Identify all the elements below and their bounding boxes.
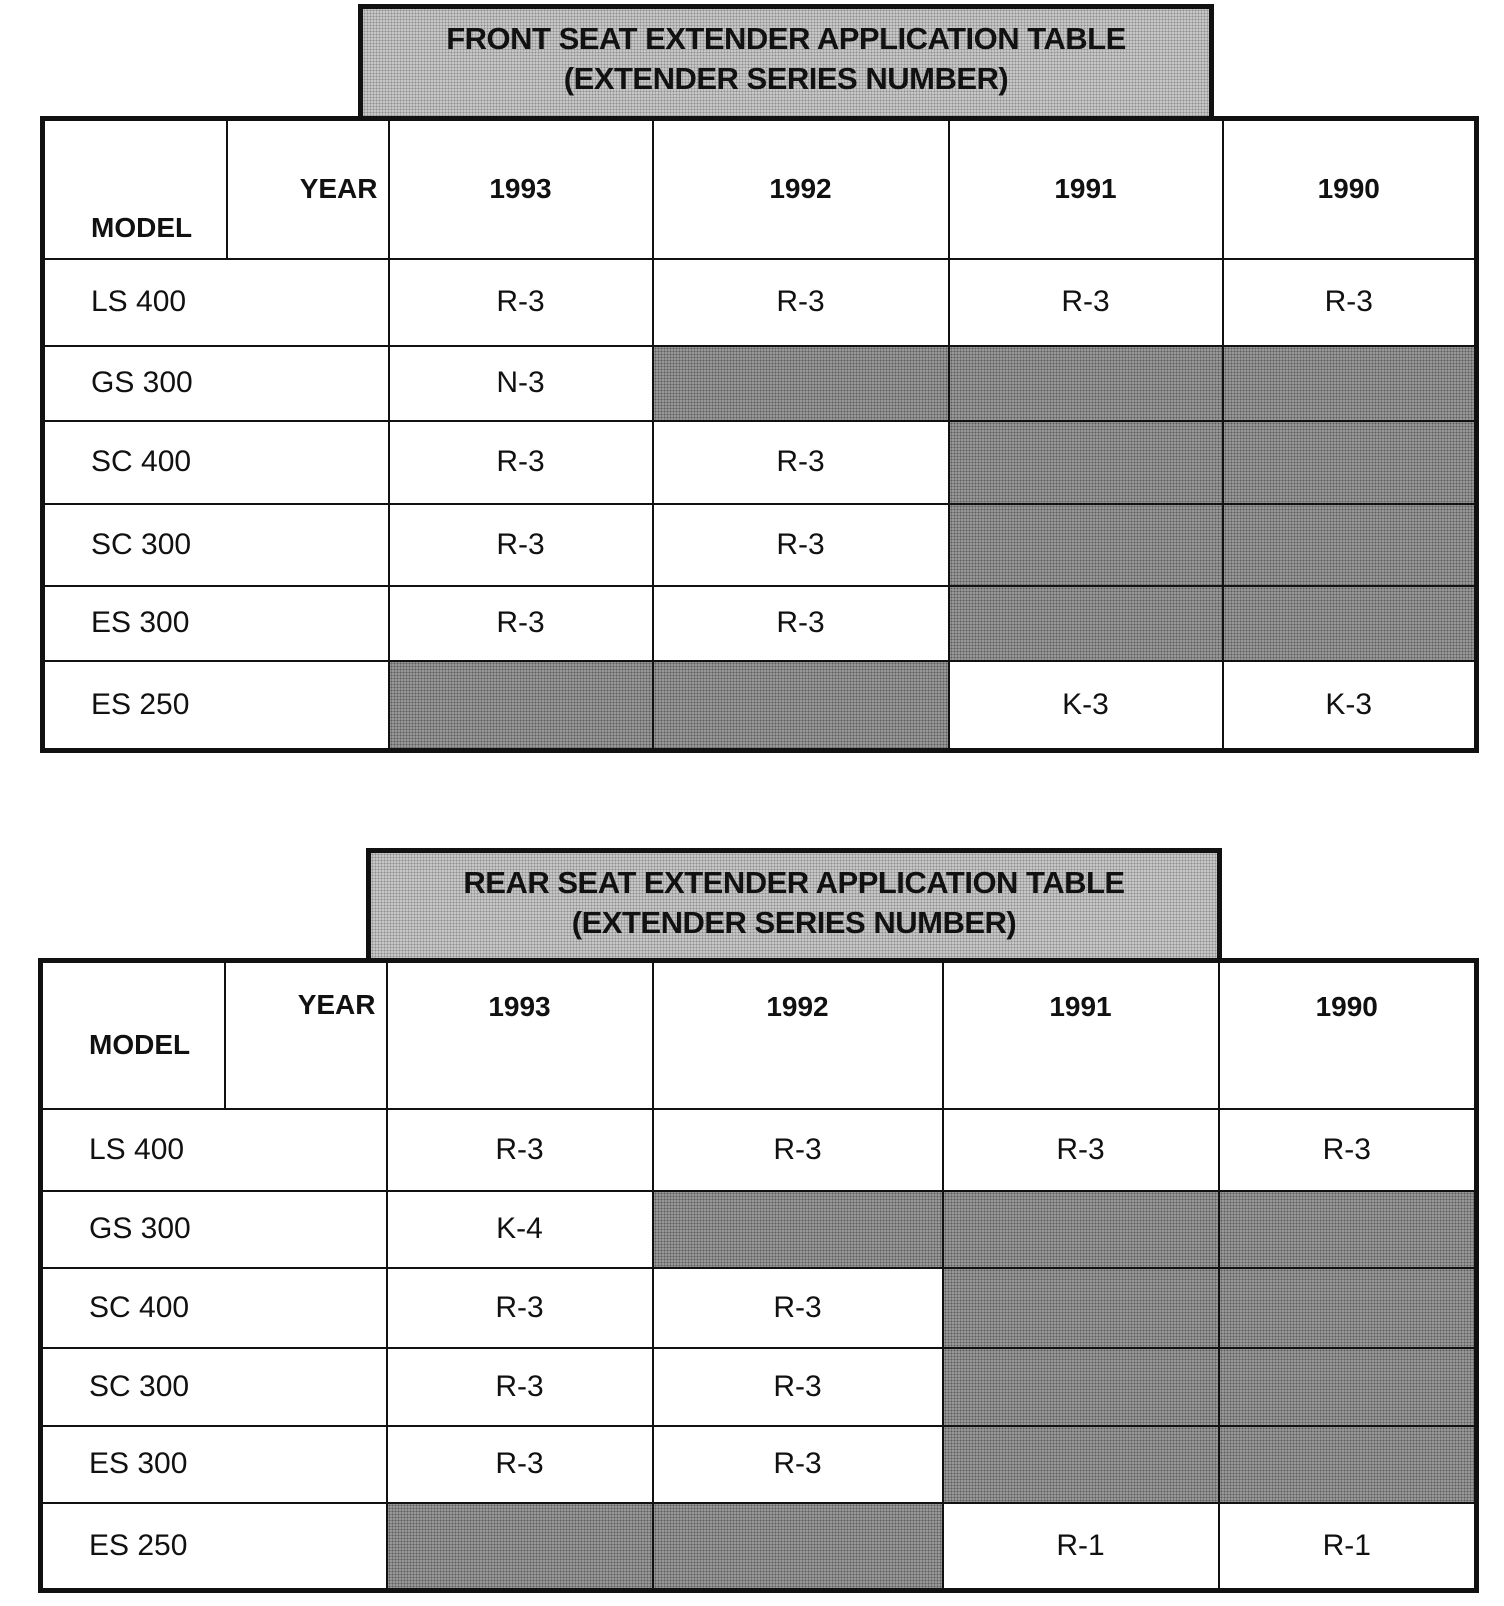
front-cell-shaded <box>1223 504 1477 586</box>
rear-cell: K-4 <box>387 1191 653 1268</box>
front-model-cell: GS 300 <box>43 346 389 421</box>
table-row <box>43 661 1477 751</box>
rear-cell-shaded <box>1219 1268 1477 1348</box>
front-cell-shaded <box>653 661 949 751</box>
front-cell: R-3 <box>949 259 1223 346</box>
table-row <box>43 346 1477 421</box>
front-year-1: 1993 <box>389 119 653 259</box>
rear-year-3: 1991 <box>943 961 1219 1109</box>
table-row <box>41 1191 1477 1268</box>
rear-cell-shaded <box>943 1426 1219 1503</box>
front-cell-shaded <box>389 661 653 751</box>
rear-model-cell: ES 300 <box>41 1426 387 1503</box>
rear-cell-shaded <box>943 1191 1219 1268</box>
rear-cell: R-1 <box>1219 1503 1477 1591</box>
rear-title-line1: REAR SEAT EXTENDER APPLICATION TABLE <box>463 865 1125 900</box>
table-row <box>41 1348 1477 1426</box>
rear-cell-shaded <box>653 1191 943 1268</box>
front-cell: R-3 <box>389 421 653 504</box>
rear-cell-shaded <box>1219 1426 1477 1503</box>
rear-cell-shaded <box>1219 1348 1477 1426</box>
front-cell-shaded <box>949 586 1223 661</box>
front-table-title <box>358 4 1214 116</box>
front-year-3: 1991 <box>949 119 1223 259</box>
rear-cell: R-3 <box>653 1268 943 1348</box>
front-cell-shaded <box>949 421 1223 504</box>
rear-extender-table <box>38 958 1479 1593</box>
rear-year-label: YEAR <box>297 989 376 1020</box>
front-cell: N-3 <box>389 346 653 421</box>
rear-model-cell: ES 250 <box>41 1503 387 1591</box>
rear-model-cell: SC 400 <box>41 1268 387 1348</box>
front-cell-shaded <box>1223 421 1477 504</box>
front-cell: R-3 <box>653 504 949 586</box>
front-year-label: YEAR <box>299 173 378 204</box>
front-cell: R-3 <box>389 586 653 661</box>
rear-cell-shaded <box>1219 1191 1477 1268</box>
front-cell-shaded <box>949 504 1223 586</box>
table-row <box>41 1109 1477 1191</box>
rear-year-2: 1992 <box>653 961 943 1109</box>
rear-cell-shaded <box>387 1503 653 1591</box>
rear-model-label: MODEL <box>89 1029 191 1060</box>
front-cell-shaded <box>1223 586 1477 661</box>
rear-cell: R-3 <box>387 1426 653 1503</box>
rear-table-title <box>366 848 1222 958</box>
front-model-cell: ES 300 <box>43 586 389 661</box>
front-cell: R-3 <box>389 504 653 586</box>
rear-model-year-header <box>41 961 387 1109</box>
rear-model-cell: GS 300 <box>41 1191 387 1268</box>
table-row <box>43 421 1477 504</box>
rear-cell-shaded <box>653 1503 943 1591</box>
rear-year-1: 1993 <box>387 961 653 1109</box>
front-cell: R-3 <box>653 586 949 661</box>
table-row <box>43 259 1477 346</box>
front-cell-shaded <box>1223 346 1477 421</box>
rear-model-cell: SC 300 <box>41 1348 387 1426</box>
table-row <box>43 586 1477 661</box>
front-cell: K-3 <box>949 661 1223 751</box>
front-model-label: MODEL <box>91 211 193 243</box>
rear-cell: R-3 <box>653 1109 943 1191</box>
table-row <box>41 1268 1477 1348</box>
table-row <box>41 1503 1477 1591</box>
rear-cell: R-3 <box>387 1268 653 1348</box>
rear-model-cell: LS 400 <box>41 1109 387 1191</box>
front-cell: R-3 <box>653 421 949 504</box>
front-model-cell: SC 400 <box>43 421 389 504</box>
rear-cell-shaded <box>943 1348 1219 1426</box>
front-year-2: 1992 <box>653 119 949 259</box>
front-extender-table <box>40 116 1479 753</box>
rear-cell: R-3 <box>653 1348 943 1426</box>
rear-header-row <box>41 961 1477 1109</box>
front-model-year-header <box>43 119 389 259</box>
front-cell-shaded <box>949 346 1223 421</box>
front-model-cell: ES 250 <box>43 661 389 751</box>
front-header-row <box>43 119 1477 259</box>
front-title-line1: FRONT SEAT EXTENDER APPLICATION TABLE <box>446 21 1126 56</box>
front-cell-shaded <box>653 346 949 421</box>
rear-year-4: 1990 <box>1219 961 1477 1109</box>
table-row <box>43 504 1477 586</box>
rear-title-line2: (EXTENDER SERIES NUMBER) <box>571 905 1017 940</box>
front-model-cell: SC 300 <box>43 504 389 586</box>
rear-cell: R-3 <box>943 1109 1219 1191</box>
rear-cell-shaded <box>943 1268 1219 1348</box>
front-model-cell: LS 400 <box>43 259 389 346</box>
front-cell: K-3 <box>1223 661 1477 751</box>
front-title-line2: (EXTENDER SERIES NUMBER) <box>563 61 1009 96</box>
front-cell: R-3 <box>653 259 949 346</box>
front-cell: R-3 <box>1223 259 1477 346</box>
front-cell: R-3 <box>389 259 653 346</box>
table-row <box>41 1426 1477 1503</box>
rear-cell: R-3 <box>387 1109 653 1191</box>
front-year-4: 1990 <box>1223 119 1477 259</box>
rear-cell: R-3 <box>1219 1109 1477 1191</box>
rear-cell: R-1 <box>943 1503 1219 1591</box>
rear-cell: R-3 <box>653 1426 943 1503</box>
rear-cell: R-3 <box>387 1348 653 1426</box>
